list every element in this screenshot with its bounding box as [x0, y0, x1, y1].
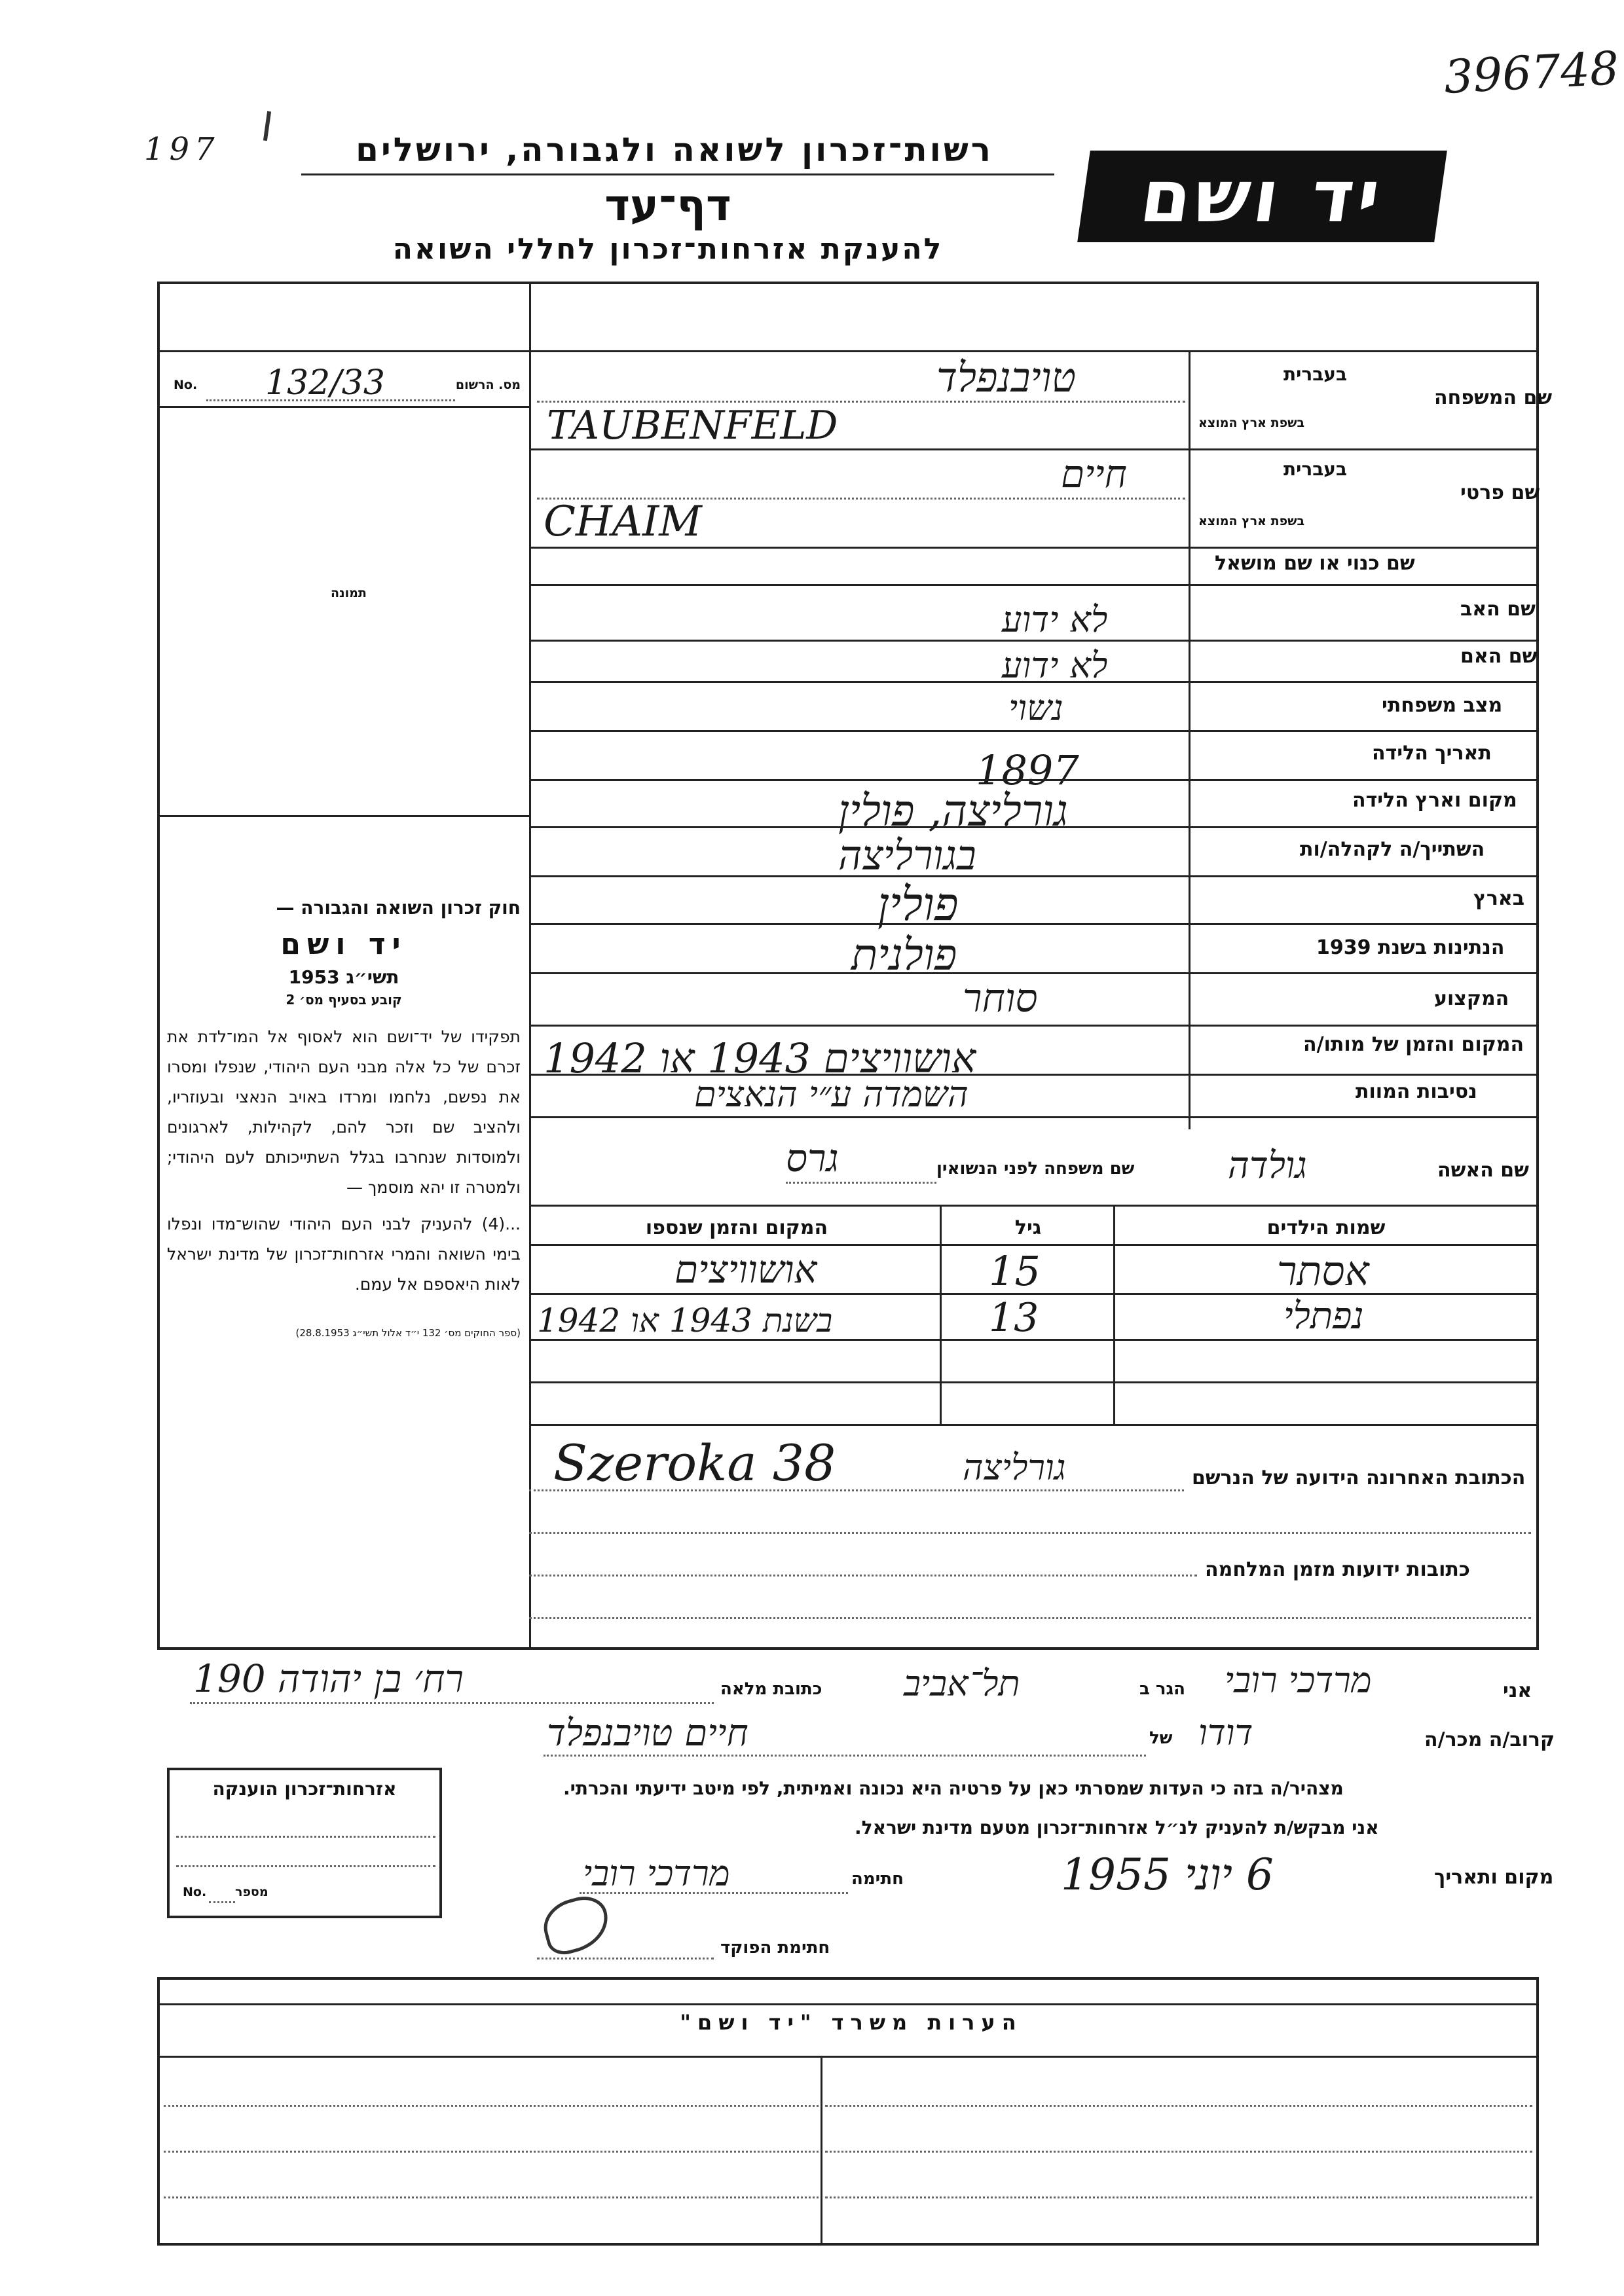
- profession-value: סוחר: [963, 975, 1038, 1021]
- community-label: השתייך/ה לקהלה/ות: [1300, 838, 1485, 861]
- law-clause4: ...(4) להעניק לבני העם היהודי שהוש־מדו ונפלו בימי השואה והמרי אזרחות־זכרון של מדינת ישראל לאות היאספם אל עמם.: [167, 1214, 521, 1294]
- child-1-age: 15: [989, 1247, 1041, 1295]
- community-value: בגורליצה: [838, 831, 976, 879]
- law-body: תפקידו של יד־ושם הוא לאסוף אל המו־לדת את זכרם של כל אלה מבני העם היהודי, שנפלו ומסרו את נפשם, נלחמו ומרדו באויב הנאצי ובעוזריו, ולהציב שם וזכר להם, לקהילות, לארגונים ולמוסדות שנחרבו בגלל השתייכותם לעם היהודי; ולמטרה זו יהא מוסמך —: [167, 1027, 521, 1197]
- registration-label: מס. הרשום: [455, 378, 521, 392]
- law-clause: קובע בסעיף מס׳ 2: [286, 992, 402, 1008]
- death-place-label: המקום והזמן של מותו/ה: [1303, 1033, 1524, 1056]
- office-notes-divider: [821, 2056, 822, 2246]
- marital-value: נשוי: [1008, 687, 1063, 729]
- yad-vashem-logo: [1077, 151, 1447, 242]
- death-cause-label: נסיבות המוות: [1356, 1080, 1477, 1103]
- in-hebrew-label-2: בעברית: [1283, 458, 1348, 480]
- last-address-label: הכתובת האחרונה הידועה של הנרשם: [1192, 1467, 1526, 1489]
- child-2-name: נפתלי: [1283, 1295, 1364, 1338]
- wife-value: גולדה: [1228, 1144, 1307, 1187]
- in-hebrew-label-1: בעברית: [1283, 363, 1348, 385]
- law-excerpt: [167, 897, 521, 1339]
- origin-lang-label-1: בשפת ארץ המוצא: [1198, 416, 1305, 430]
- children-header-place: המקום והזמן שנספו: [645, 1216, 828, 1239]
- signature-label: חתימה: [851, 1869, 904, 1889]
- death-cause-value: השמדה ע״י הנאצים: [694, 1074, 969, 1115]
- authority-underline: [301, 173, 1054, 175]
- wife-maiden-value: גרס: [786, 1136, 839, 1180]
- given-name-label: שם פרטי: [1460, 481, 1540, 504]
- registration-value: 132/33: [265, 363, 385, 403]
- citizenship-box-num-label: מספר: [235, 1885, 268, 1899]
- authority-title: רשות־זכרון לשואה ולגבורה, ירושלים: [356, 131, 993, 169]
- logo-text: יד ושם: [1135, 155, 1390, 238]
- form-subtitle: להענקת אזרחות־זכרון לחללי השואה: [392, 232, 944, 266]
- signature-value: מרדכי רובי: [583, 1853, 730, 1894]
- death-place-value: אושוויצים 1943 או 1942: [544, 1034, 976, 1082]
- birth-place-value: גורליצה, פולין: [838, 786, 1068, 836]
- given-name-hebrew: חיים: [1061, 452, 1127, 496]
- surname-hebrew: טויבנפלד: [936, 354, 1077, 401]
- citizenship-label: הנתינות בשנת 1939: [1316, 936, 1505, 959]
- law-source: (ספר החוקים מס׳ 132 י״ד אלול תשי״ג 28.8.1953): [295, 1327, 521, 1339]
- surname-latin: TAUBENFELD: [547, 403, 838, 448]
- value-label-divider: [1189, 350, 1190, 1129]
- child-1-place: אושוויצים: [674, 1247, 817, 1292]
- officer-signature-mark: [538, 1891, 614, 1958]
- wife-maiden-label: שם משפחה לפני הנשואין: [936, 1159, 1135, 1178]
- last-address-city: גורליצה: [963, 1447, 1066, 1488]
- citizenship-box: [167, 1768, 442, 1918]
- nickname-label: שם כנוי או שם מושאל: [1215, 552, 1415, 575]
- photo-label: תמונה: [331, 586, 367, 600]
- mother-label: שם האם: [1460, 645, 1538, 668]
- marital-label: מצב משפחתי: [1382, 694, 1503, 717]
- country-value: פולין: [877, 877, 959, 931]
- wife-label: שם האשה: [1437, 1159, 1529, 1182]
- birth-date-label: תאריך הלידה: [1372, 742, 1492, 765]
- of-value: חיים טויבנפלד: [547, 1712, 748, 1755]
- frame-divider: [529, 282, 531, 1650]
- declarant-city: תל־אביב: [904, 1663, 1020, 1704]
- father-value: לא ידוע: [1002, 599, 1108, 640]
- profession-label: המקצוע: [1434, 987, 1509, 1010]
- of-label: של: [1149, 1728, 1173, 1748]
- origin-lang-label-2: בשפת ארץ המוצא: [1198, 514, 1305, 528]
- country-label: בארץ: [1473, 887, 1525, 910]
- statement-line-2: אני מבקש/ת להעניק לנ״ל אזרחות־זכרון מטעם מדינת ישראל.: [855, 1817, 1379, 1838]
- child-2-age: 13: [989, 1295, 1039, 1341]
- children-header-names: שמות הילדים: [1266, 1216, 1386, 1239]
- place-date-label: מקום ותאריך: [1434, 1866, 1554, 1889]
- declarant-name: מרדכי רובי: [1225, 1660, 1372, 1701]
- reg-bottom-line: [157, 406, 530, 408]
- birth-place-label: מקום וארץ הלידה: [1352, 789, 1517, 812]
- mother-value: לא ידוע: [1002, 645, 1108, 686]
- relation-value: דודו: [1198, 1712, 1253, 1753]
- pen-mark: [263, 111, 271, 141]
- child-1-name: אסתר: [1277, 1247, 1369, 1295]
- children-header-age: גיל: [1014, 1216, 1042, 1239]
- resides-label: הגר ב: [1139, 1679, 1186, 1699]
- citizenship-box-no-label: No.: [183, 1885, 207, 1899]
- citizenship-box-title: אזרחות־זכרון הוענקה: [212, 1778, 397, 1800]
- statement-line-1: מצהיר/ה בזה כי העדות שמסרתי כאן על פרטיה היא נכונה ואמיתית, לפי מיטב ידיעתי והכרתי.: [563, 1777, 1344, 1799]
- place-date-value: 6 יוני 1955: [1061, 1850, 1274, 1900]
- law-year: תשי״ג 1953: [288, 966, 399, 988]
- wartime-address-label: כתובות ידועות מזמן המלחמה: [1205, 1558, 1470, 1581]
- archive-number: 396748: [1443, 41, 1621, 104]
- registration-no-label: No.: [174, 378, 198, 392]
- given-name-latin: CHAIM: [544, 498, 702, 546]
- page-number: 197: [144, 131, 220, 168]
- form-title: דף־עד: [604, 180, 731, 230]
- officer-signature-label: חתימת הפוקד: [720, 1938, 830, 1958]
- law-title: חוק זכרון השואה והגבורה —: [276, 897, 521, 919]
- header-band-line: [529, 350, 1539, 352]
- birth-date-value: 1897: [976, 746, 1079, 794]
- photo-bottom-line: [157, 815, 530, 817]
- father-label: שם האב: [1460, 598, 1536, 621]
- full-address-label: כתובת מלאה: [720, 1679, 822, 1699]
- children-divider-1: [1113, 1205, 1115, 1424]
- citizenship-value: פולנית: [851, 930, 957, 980]
- left-header-line: [157, 350, 530, 352]
- relative-label: קרוב/ה מכר/ה: [1424, 1728, 1555, 1751]
- registration-number: [167, 363, 521, 403]
- law-name: יד ושם: [280, 928, 407, 961]
- declarant-street: רח׳ בן יהודה 190: [193, 1656, 464, 1701]
- last-address-value: Szeroka 38: [553, 1434, 836, 1492]
- surname-label: שם המשפחה: [1434, 386, 1553, 409]
- child-2-place: בשנת 1943 או 1942: [537, 1302, 833, 1339]
- declaration-i-label: אני: [1503, 1679, 1532, 1702]
- children-divider-2: [940, 1205, 942, 1424]
- office-notes-title: הערות משרד "יד ושם": [680, 2010, 1023, 2035]
